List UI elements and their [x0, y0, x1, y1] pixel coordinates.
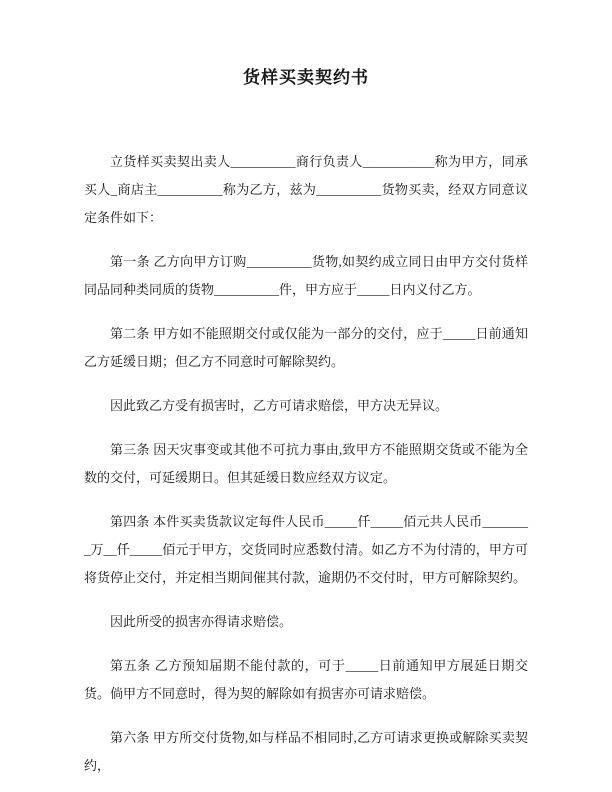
document-title: 货样买卖契约书 — [243, 68, 369, 87]
contract-intro-paragraph: 立货样买卖契出卖人__________商行负责人___________称为甲方，同承买人_商店主__________称为乙方，兹为__________货物买卖，经双方同意议定条件如下： — [84, 154, 528, 225]
clause-2-paragraph: 第二条 甲方如不能照期交付或仅能为一部分的交付，应于_____日前通知乙方延缓日期；但乙方不同意时可解除契约。 — [84, 326, 528, 369]
clause-5-paragraph: 第五条 乙方预知届期不能付款的，可于_____日前通知甲方展延日期交货。倘甲方不同意时，得为契的解除如有损害亦可请求赔偿。 — [84, 658, 528, 701]
document-body — [84, 148, 528, 780]
clause-3-paragraph: 第三条 因天灾事变或其他不可抗力事由,致甲方不能照期交货或不能为全数的交付，可延缓期日。但其延缓日数应经双方议定。 — [84, 442, 528, 485]
clause-6-paragraph: 第六条 甲方所交付货物,如与样品不相同时,乙方可请求更换或解除买卖契约， — [84, 730, 528, 773]
clause-4-paragraph: 第四条 本件买卖货款议定每件人民币_____仟_____佰元共人民币________万__仟_____佰元于甲方，交货同时应悉数付清。如乙方不为付清的，甲方可将货停止交付，并定相当期间催其付款，逾期仍不交付时，甲方可解除契约。 — [84, 514, 528, 585]
clause-1-paragraph: 第一条 乙方向甲方订购__________货物,如契约成立同日由甲方交付货样同品同种类同质的货物__________件，甲方应于_____日内义付乙方。 — [84, 254, 528, 297]
clause-2-damages-note: 因此致乙方受有损害时，乙方可请求赔偿，甲方决无异议。 — [110, 398, 449, 413]
clause-4-damages-note: 因此所受的损害亦得请求赔偿。 — [110, 614, 293, 629]
